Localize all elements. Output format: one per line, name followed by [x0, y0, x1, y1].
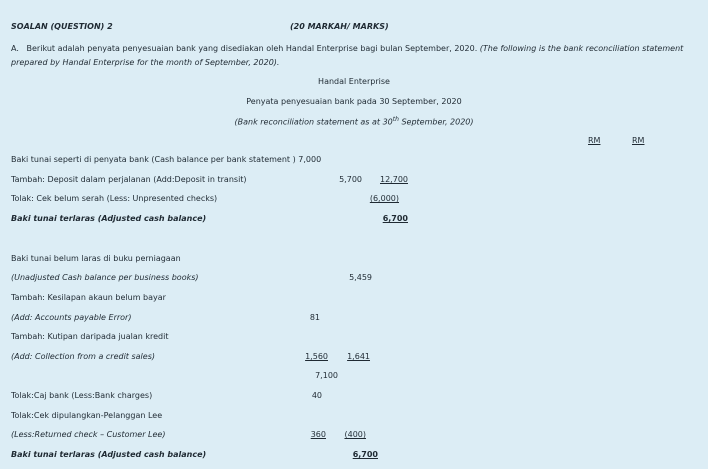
row-label: (Less:Returned check – Customer Lee)	[11, 430, 166, 439]
row-label: Baki tunai seperti di penyata bank (Cash balance per bank statement ) 7,000	[11, 155, 322, 164]
row-label: Tolak:Caj bank (Less:Bank charges)	[11, 391, 153, 400]
row-label: (Add: Collection from a credit sales)	[11, 352, 155, 361]
row-label: Tambah: Kesilapan akaun belum bayar	[11, 293, 166, 302]
row-col1: 7,100	[315, 371, 338, 380]
question-text-english: (The following is the bank reconciliation statement prepared by Handal Enterprise for the month of September, 2020).	[11, 44, 684, 67]
row-col2: (400)	[344, 430, 366, 439]
statement-title-malay: Penyata penyesuaian bank pada 30 September, 2020	[246, 97, 462, 106]
row-col1: 5,459	[349, 273, 372, 282]
col1-header: RM	[588, 136, 601, 145]
row-col1: 81	[309, 313, 320, 322]
row-col1: 40	[311, 391, 322, 400]
row-label: Baki tunai terlaras (Adjusted cash balance)	[11, 214, 207, 223]
row-label: (Unadjusted Cash balance per business books)	[11, 273, 199, 282]
question-title: SOALAN (QUESTION) 2	[11, 22, 113, 31]
row-col1: 5,700	[339, 175, 362, 184]
row-col2: 12,700	[380, 175, 408, 184]
row-label: Tolak:Cek dipulangkan-Pelanggan Lee	[11, 411, 163, 420]
company-name: Handal Enterprise	[318, 77, 390, 86]
row-label: Tambah: Kutipan daripada jualan kredit	[11, 332, 169, 341]
question-text-malay: Berikut adalah penyata penyesuaian bank yang disediakan oleh Handal Enterprise bagi bulan September, 2020.	[26, 44, 478, 53]
row-col1: 360	[310, 430, 326, 439]
row-col1: 1,560	[305, 352, 328, 361]
statement-title-english: (Bank reconciliation statement as at 30th September, 2020)	[234, 116, 474, 127]
row-label: (Add: Accounts payable Error)	[11, 313, 132, 322]
row-col2: (6,000)	[369, 194, 399, 203]
row-col2: 6,700	[352, 450, 378, 459]
question-label: A.	[11, 44, 19, 53]
question-marks: (20 MARKAH/ MARKS)	[290, 22, 389, 31]
row-label: Baki tunai terlaras (Adjusted cash balance)	[11, 450, 207, 459]
row-col2: 6,700	[382, 214, 408, 223]
question-text	[11, 42, 691, 70]
row-col2: 1,641	[347, 352, 370, 361]
row-label: Baki tunai belum laras di buku perniagaan	[11, 254, 181, 263]
col2-header: RM	[632, 136, 645, 145]
row-label: Tolak: Cek belum serah (Less: Unpresented checks)	[11, 194, 218, 203]
row-label: Tambah: Deposit dalam perjalanan (Add:Deposit in transit)	[11, 175, 247, 184]
